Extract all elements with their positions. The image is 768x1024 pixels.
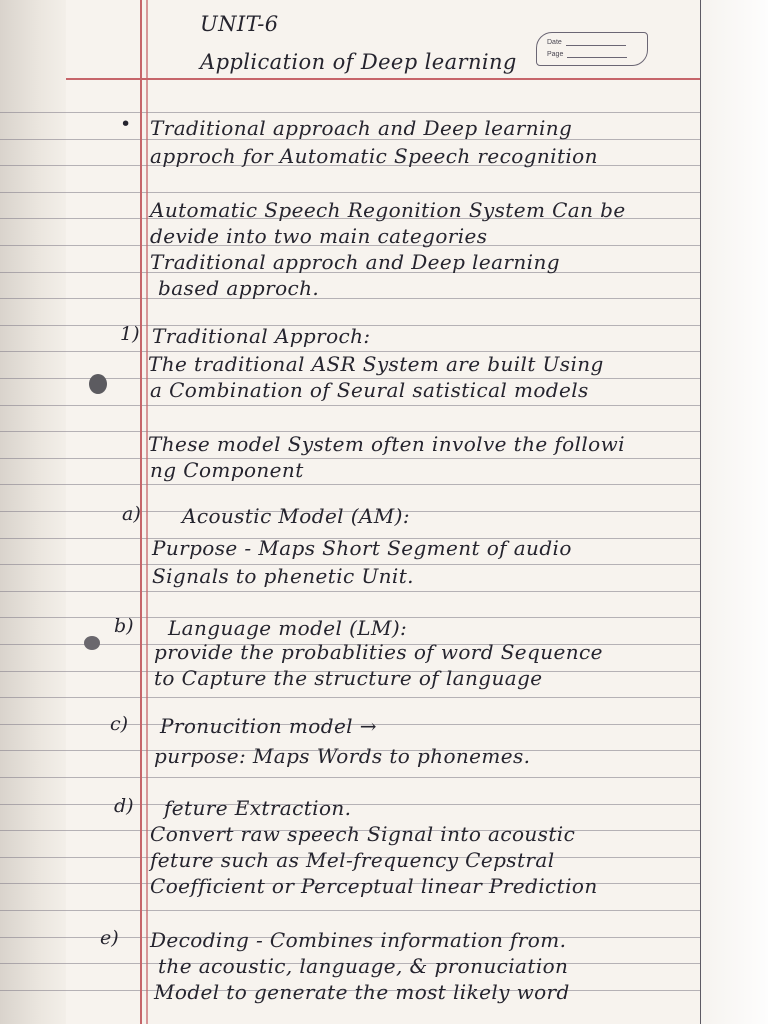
note-marker: a) xyxy=(122,503,141,525)
note-marker: d) xyxy=(114,795,134,817)
page-edge-shadow xyxy=(0,0,66,1024)
page-title: Application of Deep learning xyxy=(200,50,517,74)
note-line: provide the probablities of word Sequence xyxy=(154,640,603,664)
ruled-line xyxy=(0,405,700,406)
note-marker: c) xyxy=(110,713,129,735)
note-line: feture such as Mel-frequency Cepstral xyxy=(150,848,555,872)
note-line: ng Component xyxy=(150,458,304,482)
note-line: based approch. xyxy=(158,276,320,300)
ruled-line xyxy=(0,112,700,113)
note-line: Purpose - Maps Short Segment of audio xyxy=(152,536,572,560)
binder-hole xyxy=(89,374,107,394)
ruled-line xyxy=(0,484,700,485)
ruled-line xyxy=(0,591,700,592)
note-marker: 1) xyxy=(120,323,140,345)
note-marker: e) xyxy=(100,927,119,949)
note-line: Automatic Speech Regonition System Can be xyxy=(150,198,626,222)
binder-hole xyxy=(84,636,100,650)
unit-heading: UNIT-6 xyxy=(200,12,279,36)
ruled-line xyxy=(0,697,700,698)
note-line: Traditional approch and Deep learning xyxy=(150,250,560,274)
note-marker: b) xyxy=(114,615,134,637)
stamp-page-label: Page xyxy=(547,51,564,58)
note-line: Traditional Approch: xyxy=(152,324,371,348)
note-line: the acoustic, language, & pronuciation xyxy=(158,954,569,978)
note-line: Convert raw speech Signal into acoustic xyxy=(150,822,576,846)
ruled-line xyxy=(0,298,700,299)
ruled-line xyxy=(0,910,700,911)
page-right-edge xyxy=(700,0,701,1024)
margin-line-inner xyxy=(146,0,148,1024)
ruled-line xyxy=(0,458,700,459)
stamp-date-label: Date xyxy=(547,39,562,46)
note-line: Decoding - Combines information from. xyxy=(150,928,567,952)
note-line: a Combination of Seural satistical models xyxy=(150,378,589,402)
note-line: Pronucition model → xyxy=(160,714,377,738)
bullet-point: • xyxy=(120,113,132,135)
page-edge-right xyxy=(700,0,768,1024)
ruled-line xyxy=(0,777,700,778)
note-line: Signals to phenetic Unit. xyxy=(152,564,414,588)
note-line: approch for Automatic Speech recognition xyxy=(150,144,598,168)
note-line: Language model (LM): xyxy=(168,616,408,640)
note-line: Coefficient or Perceptual linear Prediction xyxy=(150,874,598,898)
note-line: Traditional approach and Deep learning xyxy=(150,116,573,140)
header-rule xyxy=(66,78,700,80)
note-line: Model to generate the most likely word xyxy=(154,980,570,1004)
ruled-line xyxy=(0,192,700,193)
date-page-stamp xyxy=(536,32,648,66)
note-line: devide into two main categories xyxy=(150,224,488,248)
note-line: purpose: Maps Words to phonemes. xyxy=(154,744,531,768)
note-line: to Capture the structure of language xyxy=(154,666,543,690)
note-line: The traditional ASR System are built Using xyxy=(148,352,604,376)
note-line: Acoustic Model (AM): xyxy=(182,504,410,528)
note-line: feture Extraction. xyxy=(164,796,352,820)
note-line: These model System often involve the followi xyxy=(148,432,625,456)
